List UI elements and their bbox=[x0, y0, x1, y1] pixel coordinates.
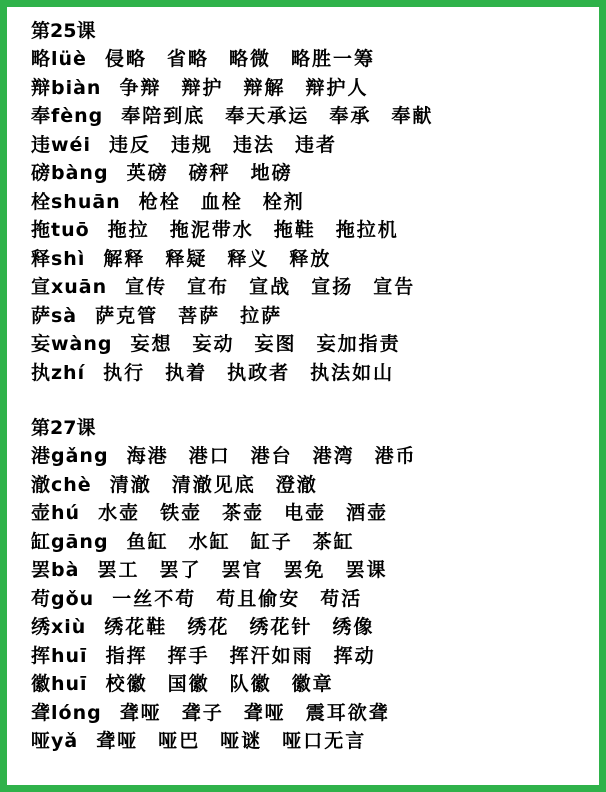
vocabulary-sheet bbox=[31, 17, 601, 756]
example-word: 妄想 bbox=[130, 333, 173, 355]
example-word: 菩萨 bbox=[178, 304, 221, 327]
character-with-pinyin: 栓shuān bbox=[31, 190, 121, 213]
example-word: 违法 bbox=[232, 133, 275, 156]
vocab-row bbox=[31, 727, 601, 756]
character-with-pinyin: 磅bàng bbox=[31, 162, 109, 184]
example-word: 茶缸 bbox=[312, 530, 355, 553]
example-word: 血栓 bbox=[200, 190, 243, 213]
example-word: 徽章 bbox=[291, 673, 334, 695]
character-with-pinyin: 妄wàng bbox=[31, 333, 113, 355]
example-word: 辩护 bbox=[181, 76, 224, 99]
vocab-row bbox=[31, 442, 601, 471]
example-word: 解释 bbox=[103, 247, 146, 270]
example-word: 聋哑 bbox=[119, 701, 162, 724]
example-word: 奉陪到底 bbox=[121, 105, 206, 127]
example-word: 拉萨 bbox=[240, 304, 283, 327]
vocab-row bbox=[31, 131, 601, 160]
example-word: 苟活 bbox=[320, 587, 363, 610]
example-word: 罢工 bbox=[97, 559, 140, 581]
example-word: 绣像 bbox=[332, 616, 375, 638]
example-word: 地磅 bbox=[250, 162, 293, 184]
character-with-pinyin: 哑yǎ bbox=[31, 730, 79, 752]
example-word: 侵略 bbox=[104, 48, 147, 70]
example-word: 缸子 bbox=[250, 530, 293, 553]
example-word: 违规 bbox=[170, 133, 213, 156]
example-word: 挥动 bbox=[333, 644, 376, 667]
example-word: 略胜一筹 bbox=[290, 48, 375, 70]
example-word: 省略 bbox=[166, 48, 209, 70]
example-word: 挥手 bbox=[167, 644, 210, 667]
example-word: 拖鞋 bbox=[273, 219, 316, 241]
character-with-pinyin: 澈chè bbox=[31, 473, 92, 496]
example-word: 水缸 bbox=[188, 530, 231, 553]
example-word: 执政者 bbox=[227, 361, 291, 384]
example-word: 挥汗如雨 bbox=[229, 644, 314, 667]
vocab-row bbox=[31, 216, 601, 245]
example-word: 港口 bbox=[188, 445, 231, 467]
example-word: 绣花鞋 bbox=[104, 616, 168, 638]
vocab-row bbox=[31, 359, 601, 388]
vocab-row bbox=[31, 528, 601, 557]
example-word: 聋哑 bbox=[243, 701, 286, 724]
example-word: 宣布 bbox=[187, 276, 230, 298]
example-word: 违反 bbox=[108, 133, 151, 156]
example-word: 英磅 bbox=[126, 162, 169, 184]
example-word: 争辩 bbox=[119, 76, 162, 99]
character-with-pinyin: 奉fèng bbox=[31, 105, 104, 127]
example-word: 宣战 bbox=[249, 276, 292, 298]
example-word: 拖泥带水 bbox=[169, 219, 254, 241]
example-word: 奉承 bbox=[329, 105, 372, 127]
character-with-pinyin: 执zhí bbox=[31, 361, 86, 384]
character-with-pinyin: 罢bà bbox=[31, 559, 80, 581]
example-word: 罢了 bbox=[159, 559, 202, 581]
example-word: 校徽 bbox=[105, 673, 148, 695]
example-word: 罢课 bbox=[345, 559, 388, 581]
example-word: 奉献 bbox=[391, 105, 434, 127]
example-word: 宣传 bbox=[125, 276, 168, 298]
vocab-row bbox=[31, 699, 601, 728]
example-word: 队徽 bbox=[229, 673, 272, 695]
example-word: 执着 bbox=[165, 361, 208, 384]
example-word: 执法如山 bbox=[310, 361, 395, 384]
lesson-title: 第25课 bbox=[31, 20, 96, 42]
vocab-row bbox=[31, 302, 601, 331]
example-word: 哑巴 bbox=[158, 730, 201, 752]
character-with-pinyin: 挥huī bbox=[31, 644, 88, 667]
example-word: 释疑 bbox=[165, 247, 208, 270]
example-word: 聋哑 bbox=[96, 730, 139, 752]
example-word: 茶壶 bbox=[222, 502, 265, 524]
example-word: 哑谜 bbox=[220, 730, 263, 752]
example-word: 罢官 bbox=[221, 559, 264, 581]
vocab-row bbox=[31, 556, 601, 585]
example-word: 鱼缸 bbox=[126, 530, 169, 553]
character-with-pinyin: 释shì bbox=[31, 247, 86, 270]
section-gap bbox=[31, 387, 601, 414]
example-word: 拖拉 bbox=[107, 219, 150, 241]
example-word: 宣扬 bbox=[311, 276, 354, 298]
example-word: 违者 bbox=[295, 133, 338, 156]
vocab-row bbox=[31, 471, 601, 500]
example-word: 港湾 bbox=[312, 445, 355, 467]
example-word: 绣花针 bbox=[249, 616, 313, 638]
example-word: 震耳欲聋 bbox=[305, 701, 390, 724]
example-word: 略微 bbox=[228, 48, 271, 70]
example-word: 电壶 bbox=[284, 502, 327, 524]
vocab-row bbox=[31, 159, 601, 188]
example-word: 辩解 bbox=[243, 76, 286, 99]
character-with-pinyin: 违wéi bbox=[31, 133, 91, 156]
character-with-pinyin: 宣xuān bbox=[31, 276, 108, 298]
example-word: 清澈见底 bbox=[171, 473, 256, 496]
character-with-pinyin: 港gǎng bbox=[31, 445, 109, 467]
vocab-row bbox=[31, 188, 601, 217]
example-word: 释放 bbox=[289, 247, 332, 270]
vocab-row bbox=[31, 102, 601, 131]
example-word: 拖拉机 bbox=[335, 219, 399, 241]
lesson-title: 第27课 bbox=[31, 417, 96, 439]
vocab-row bbox=[31, 45, 601, 74]
example-word: 妄加指责 bbox=[316, 333, 401, 355]
character-with-pinyin: 拖tuō bbox=[31, 219, 90, 241]
character-with-pinyin: 徽huī bbox=[31, 673, 88, 695]
vocab-row bbox=[31, 642, 601, 671]
example-word: 酒壶 bbox=[346, 502, 389, 524]
example-word: 枪栓 bbox=[138, 190, 181, 213]
example-word: 铁壶 bbox=[160, 502, 203, 524]
example-word: 指挥 bbox=[105, 644, 148, 667]
character-with-pinyin: 萨sà bbox=[31, 304, 78, 327]
vocab-row bbox=[31, 245, 601, 274]
character-with-pinyin: 略lüè bbox=[31, 48, 87, 70]
character-with-pinyin: 壶hú bbox=[31, 502, 81, 524]
example-word: 释义 bbox=[227, 247, 270, 270]
character-with-pinyin: 聋lóng bbox=[31, 701, 102, 724]
vocab-row bbox=[31, 499, 601, 528]
vocab-row bbox=[31, 74, 601, 103]
example-word: 磅秤 bbox=[188, 162, 231, 184]
example-word: 奉天承运 bbox=[225, 105, 310, 127]
character-with-pinyin: 苟gǒu bbox=[31, 587, 95, 610]
example-word: 水壶 bbox=[98, 502, 141, 524]
example-word: 妄动 bbox=[192, 333, 235, 355]
vocab-row bbox=[31, 585, 601, 614]
example-word: 海港 bbox=[126, 445, 169, 467]
example-word: 国徽 bbox=[167, 673, 210, 695]
vocab-row bbox=[31, 330, 601, 359]
example-word: 妄图 bbox=[254, 333, 297, 355]
example-word: 辩护人 bbox=[305, 76, 369, 99]
example-word: 萨克管 bbox=[95, 304, 159, 327]
character-with-pinyin: 辩biàn bbox=[31, 76, 102, 99]
vocab-row bbox=[31, 613, 601, 642]
character-with-pinyin: 缸gāng bbox=[31, 530, 109, 553]
example-word: 一丝不苟 bbox=[112, 587, 197, 610]
vocab-row bbox=[31, 670, 601, 699]
example-word: 苟且偷安 bbox=[216, 587, 301, 610]
example-word: 罢免 bbox=[283, 559, 326, 581]
example-word: 澄澈 bbox=[275, 473, 318, 496]
example-word: 聋子 bbox=[181, 701, 224, 724]
example-word: 栓剂 bbox=[262, 190, 305, 213]
example-word: 港台 bbox=[250, 445, 293, 467]
example-word: 哑口无言 bbox=[282, 730, 367, 752]
vocab-row bbox=[31, 273, 601, 302]
example-word: 港币 bbox=[374, 445, 417, 467]
example-word: 绣花 bbox=[187, 616, 230, 638]
character-with-pinyin: 绣xiù bbox=[31, 616, 87, 638]
example-word: 清澈 bbox=[109, 473, 152, 496]
example-word: 宣告 bbox=[373, 276, 416, 298]
example-word: 执行 bbox=[103, 361, 146, 384]
